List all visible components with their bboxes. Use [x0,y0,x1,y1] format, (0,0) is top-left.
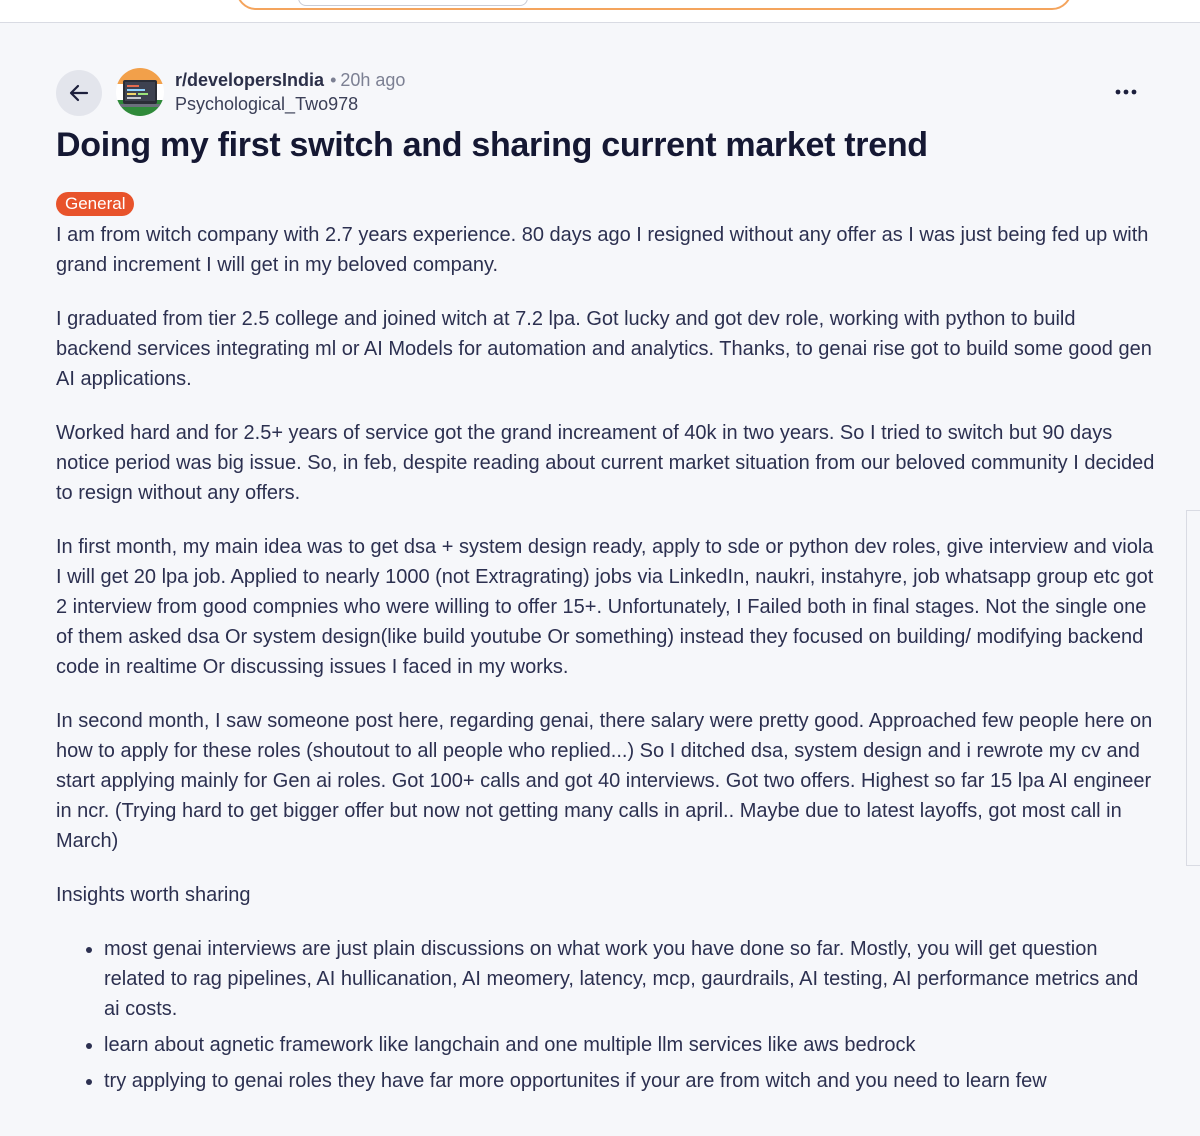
paragraph: In second month, I saw someone post here, regarding genai, there salary were pretty good. Approached few people here on how to apply for these roles (shoutout to all people who replied...) So I ditched dsa, system design and i rewrote my cv and start applying mainly for Gen ai roles. Got 100+ calls and got 40 interviews. Got two offers. Highest so far 15 lpa AI engineer in ncr. (Trying hard to get bigger offer but now not getting many calls in april.. Maybe due to latest layoffs, got most call in March) [56,710,1153,852]
paragraph: In first month, my main idea was to get dsa + system design ready, apply to sde or python dev roles, give interview and viola I will get 20 lpa job. Applied to nearly 1000 (not Extragrating) jobs via LinkedIn, naukri, instahyre, job whatsapp group etc got 2 interview from good compnies who were willing to offer 15+. Unfortunately, I Failed both in final stages. Not the single one of them asked dsa Or system design(like build youtube Or something) instead they focused on building/ modifying backend code in realtime Or discussing issues I faced in my works. [56,536,1154,678]
arrow-left-icon [67,81,91,105]
post-time: 20h ago [340,70,406,90]
list-item: • learn about agnetic framework like langchain and one multiple llm services like aws bedrock [104,1030,1156,1060]
side-panel-edge [1186,510,1200,866]
subreddit-avatar[interactable] [116,68,164,116]
post-meta [175,70,405,91]
more-options-button[interactable] [1108,78,1144,106]
paragraph: I am from witch company with 2.7 years experience. 80 days ago I resigned without any offer as I was just being fed up with grand increment I will get in my beloved company. [56,224,1149,276]
search-input[interactable] [298,0,528,6]
meta-separator: • [330,70,337,90]
subreddit-link[interactable]: r/developersIndia [175,70,325,90]
post-flair[interactable]: General [56,192,134,216]
insights-list [56,934,1156,1096]
paragraph: Worked hard and for 2.5+ years of service got the grand increament of 40k in two years. So I tried to switch but 90 days notice period was big issue. So, in feb, despite reading about current market situation from our beloved community I decided to resign without any offers. [56,422,1155,504]
list-item: • most genai interviews are just plain discussions on what work you have done so far. Mostly, you will get question related to rag pipelines, AI hullicanation, AI meomery, latency, mcp, gaurdrails, AI testing, AI performance metrics and ai costs. [104,934,1156,1024]
author-link[interactable]: Psychological_Two978 [175,94,359,114]
paragraph: I graduated from tier 2.5 college and joined witch at 7.2 lpa. Got lucky and got dev role, working with python to build backend services integrating ml or AI Models for automation and analytics. Thanks, to genai rise got to build some good gen AI applications. [56,308,1152,390]
paragraph: Insights worth sharing [56,884,251,906]
top-header [0,0,1200,23]
ellipsis-icon [1115,89,1137,95]
post-body [56,220,1156,1096]
post-header [56,66,1156,122]
back-button[interactable] [56,70,102,116]
post-title: Doing my first switch and sharing current market trend [56,126,928,164]
list-item: • try applying to genai roles they have far more opportunites if your are from witch and you need to learn few [104,1066,1156,1096]
post-container [56,66,1156,1102]
